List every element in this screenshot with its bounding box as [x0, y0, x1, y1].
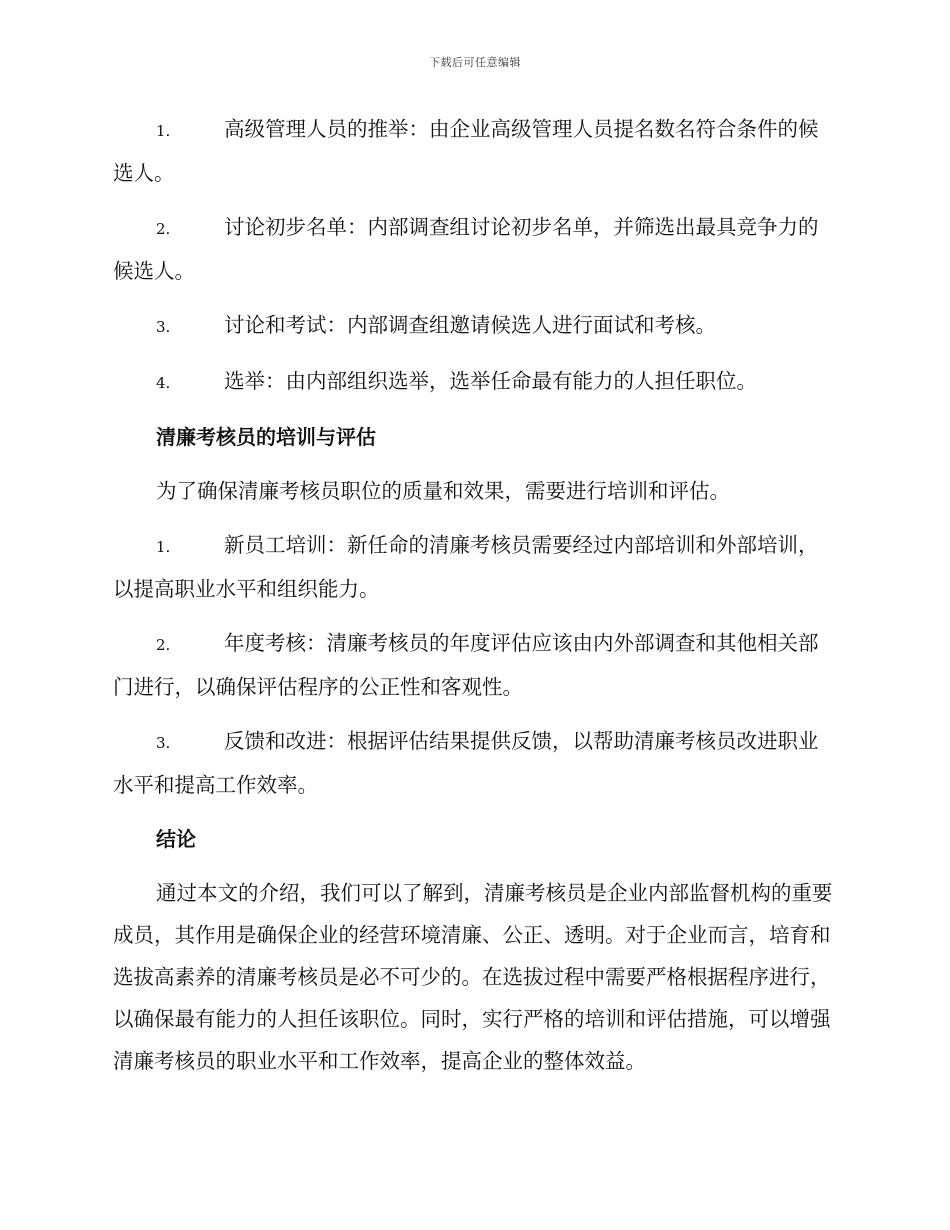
document-body — [113, 108, 835, 1094]
list-text: 高级管理人员的推举：由企业高级管理人员提名数名符合条件的候选人。 — [113, 117, 819, 185]
conclusion-paragraph: 通过本文的介绍，我们可以了解到，清廉考核员是企业内部监督机构的重要成员，其作用是确保企业的经营环境清廉、公正、透明。对于企业而言，培育和选拔高素养的清廉考核员是必不可少的。在选拔过程中需要严格根据程序进行，以确保最有能力的人担任该职位。同时，实行严格的培训和评估措施，可以增强清廉考核员的职业水平和工作效率，提高企业的整体效益。 — [113, 881, 833, 1073]
list-item — [113, 720, 835, 806]
list-number: 4. — [156, 374, 171, 392]
section-intro: 为了确保清廉考核员职位的质量和效果，需要进行培训和评估。 — [156, 479, 730, 503]
list-number: 1. — [156, 122, 171, 140]
list-item — [113, 622, 835, 708]
list-item — [113, 524, 835, 610]
list-text: 年度考核：清廉考核员的年度评估应该由内外部调查和其他相关部门进行，以确保评估程序的公正性和客观性。 — [113, 631, 819, 699]
section-heading-conclusion: 结论 — [156, 827, 196, 851]
list-text: 新员工培训：新任命的清廉考核员需要经过内部培训和外部培训，以提高职业水平和组织能力。 — [113, 533, 819, 601]
list-text: 反馈和改进：根据评估结果提供反馈，以帮助清廉考核员改进职业水平和提高工作效率。 — [113, 729, 819, 797]
list-number: 1. — [156, 538, 171, 556]
list-item — [113, 206, 835, 292]
list-text: 讨论和考试：内部调查组邀请候选人进行面试和考核。 — [224, 313, 716, 337]
list-item — [113, 304, 835, 348]
list-text: 选举：由内部组织选举，选举任命最有能力的人担任职位。 — [224, 369, 757, 393]
list-item — [113, 108, 835, 194]
list-item — [113, 360, 835, 404]
list-number: 2. — [156, 636, 171, 654]
page-header: 下载后可任意编辑 — [429, 56, 521, 69]
list-number: 3. — [156, 318, 171, 336]
list-number: 2. — [156, 220, 171, 238]
list-number: 3. — [156, 734, 171, 752]
list-text: 讨论初步名单：内部调查组讨论初步名单，并筛选出最具竞争力的候选人。 — [113, 215, 819, 283]
section-heading-training: 清廉考核员的培训与评估 — [156, 425, 376, 449]
